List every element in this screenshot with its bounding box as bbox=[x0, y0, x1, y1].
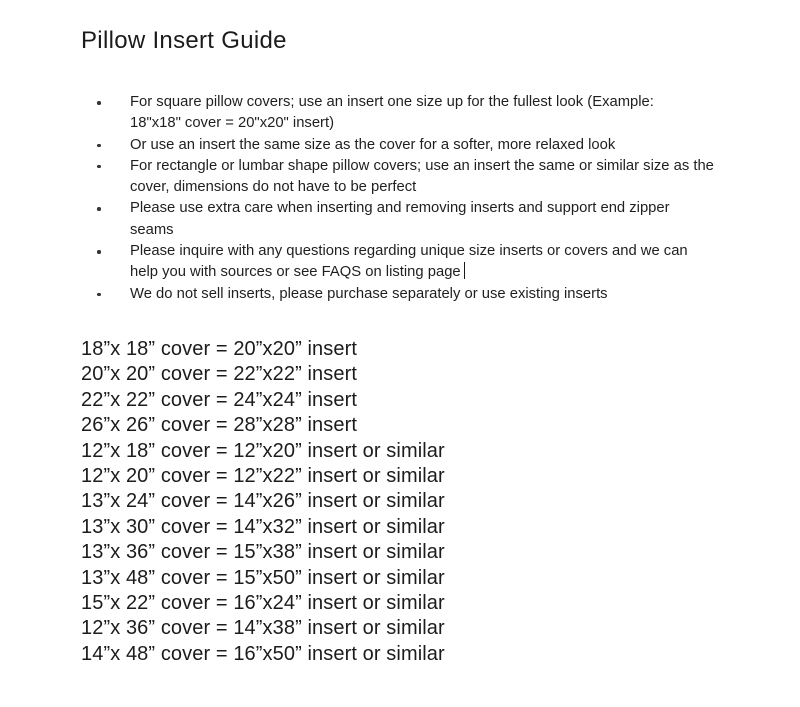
page-title: Pillow Insert Guide bbox=[81, 27, 287, 54]
size-conversion-line: 20”x 20” cover = 22”x22” insert bbox=[81, 363, 358, 386]
size-conversion-line: 22”x 22” cover = 24”x24” insert bbox=[81, 388, 358, 411]
bullet-marker bbox=[97, 101, 101, 105]
bullet-text bbox=[130, 135, 615, 156]
bullet-item bbox=[97, 284, 714, 305]
size-conversion-line: 13”x 30” cover = 14”x32” insert or similar bbox=[81, 515, 445, 538]
bullet-line: Or use an insert the same size as the cover for a softer, more relaxed look bbox=[130, 136, 616, 153]
bullet-line: Please inquire with any questions regarding unique size inserts or covers and we can bbox=[130, 243, 688, 260]
bullet-text bbox=[130, 198, 670, 241]
bullet-text bbox=[130, 92, 654, 135]
bullet-line: seams bbox=[130, 221, 174, 238]
bullet-line: 18"x18" cover = 20"x20" insert) bbox=[130, 115, 335, 132]
bullet-item bbox=[97, 156, 714, 199]
bullet-line: We do not sell inserts, please purchase separately or use existing inserts bbox=[130, 285, 608, 302]
size-conversion-line: 13”x 48” cover = 15”x50” insert or similar bbox=[81, 566, 445, 589]
bullet-item bbox=[97, 92, 714, 135]
bullet-item bbox=[97, 241, 714, 284]
size-conversion-line: 12”x 36” cover = 14”x38” insert or similar bbox=[81, 617, 445, 640]
bullet-line: help you with sources or see FAQS on listing page bbox=[130, 262, 688, 283]
bullet-text bbox=[130, 284, 608, 305]
bullet-item bbox=[97, 198, 714, 241]
bullet-line: For square pillow covers; use an insert one size up for the fullest look (Example: bbox=[130, 94, 654, 110]
bullet-marker bbox=[97, 250, 101, 254]
bullet-list[interactable] bbox=[97, 92, 714, 305]
bullet-item bbox=[97, 135, 714, 156]
bullet-text bbox=[130, 156, 714, 199]
bullet-marker bbox=[97, 293, 101, 297]
text-cursor bbox=[464, 262, 466, 279]
bullet-marker bbox=[97, 144, 101, 148]
size-conversion-line: 14”x 48” cover = 16”x50” insert or similar bbox=[81, 642, 445, 665]
bullet-line: Please use extra care when inserting and removing inserts and support end zipper bbox=[130, 200, 670, 217]
bullet-text bbox=[130, 241, 688, 284]
size-conversion-line: 12”x 20” cover = 12”x22” insert or similar bbox=[81, 465, 445, 488]
bullet-marker bbox=[97, 207, 101, 211]
size-conversion-line: 18”x 18” cover = 20”x20” insert bbox=[81, 338, 358, 360]
bullet-marker bbox=[97, 165, 101, 169]
size-conversion-line: 13”x 36” cover = 15”x38” insert or similar bbox=[81, 541, 445, 564]
bullet-line: cover, dimensions do not have to be perfect bbox=[130, 179, 417, 196]
size-conversion-line: 12”x 18” cover = 12”x20” insert or similar bbox=[81, 439, 445, 462]
size-conversion-line: 15”x 22” cover = 16”x24” insert or similar bbox=[81, 592, 445, 615]
bullet-line: For rectangle or lumbar shape pillow covers; use an insert the same or similar size as the bbox=[130, 157, 714, 174]
size-conversion-list[interactable] bbox=[81, 337, 445, 667]
size-conversion-line: 26”x 26” cover = 28”x28” insert bbox=[81, 414, 358, 437]
size-conversion-line: 13”x 24” cover = 14”x26” insert or similar bbox=[81, 490, 445, 513]
